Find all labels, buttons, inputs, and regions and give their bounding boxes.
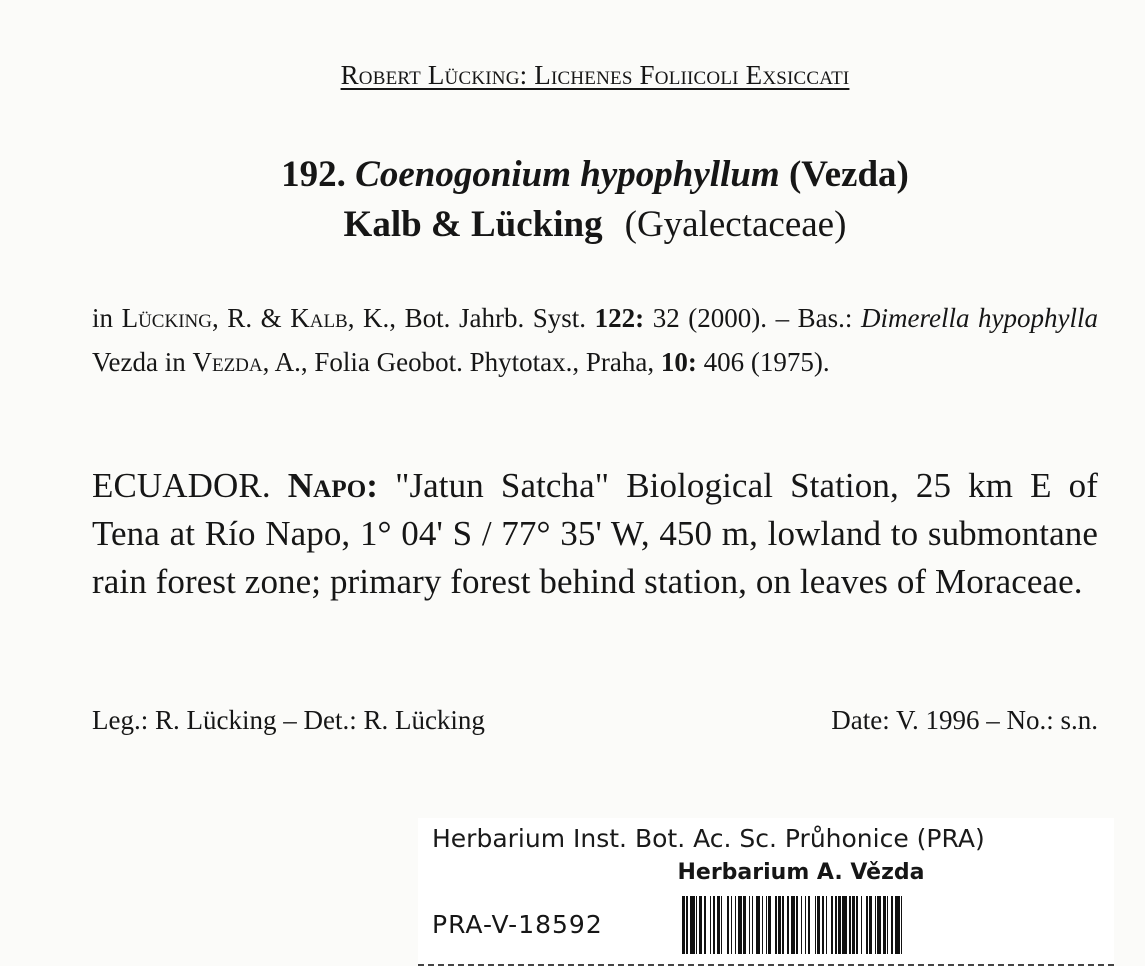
collection-date: Date: V. 1996 – No.: s.n. [831, 705, 1098, 735]
species-title [0, 150, 1145, 250]
exsiccata-number: 192. [281, 154, 346, 195]
stamp-collection: Herbarium A. Vězda [677, 860, 925, 885]
locality [92, 462, 1098, 606]
province: Napo: [287, 466, 378, 505]
locality-text: "Jatun Satcha" Biological Station, 25 km E of Tena at Río Napo, 1° 04' S / 77° 35' W, 450 m, lowland to submontane rain forest zone; primary forest behind station, on leaves of Moraceae. [92, 466, 1098, 601]
stamp-institution: Herbarium Inst. Bot. Ac. Sc. Průhonice (PRA) [432, 824, 985, 853]
citation-author: Kalb [290, 303, 348, 333]
citation-text: 406 (1975). [703, 347, 830, 377]
series-title: Robert Lücking: Lichenes Foliicoli Exsiccati [340, 60, 850, 90]
citation-author: Lücking [121, 303, 212, 333]
basionym-name: Dimerella hypophylla [861, 303, 1099, 333]
citation-text: Vezda in [92, 347, 186, 377]
specimen-id: PRA-V-18592 [432, 910, 603, 939]
citation-text: , A., Folia Geobot. Phytotax., Praha, [262, 347, 655, 377]
barcode [682, 896, 1094, 954]
citation-text: 32 (2000). – Bas.: [652, 303, 853, 333]
citation-text: , R. & [211, 303, 282, 333]
family-name: (Gyalectaceae) [624, 204, 847, 245]
citation [92, 296, 1098, 384]
species-line-2 [0, 200, 1145, 250]
citation-author: Vezda [192, 347, 263, 377]
citation-text: , K., Bot. Jahrb. Syst. [347, 303, 587, 333]
author-combination: Kalb & Lücking [343, 204, 603, 245]
country: ECUADOR. [92, 466, 271, 505]
citation-volume: 10: [660, 347, 697, 377]
author-basionym: (Vezda) [788, 154, 909, 195]
citation-volume: 122: [594, 303, 645, 333]
species-line-1 [0, 150, 1145, 200]
collector-line [92, 705, 1098, 736]
herbarium-stamp [418, 818, 1114, 966]
legit-determinavit: Leg.: R. Lücking – Det.: R. Lücking [92, 705, 485, 735]
citation-text: in [92, 303, 114, 333]
species-name: Coenogonium hypophyllum [355, 154, 780, 195]
